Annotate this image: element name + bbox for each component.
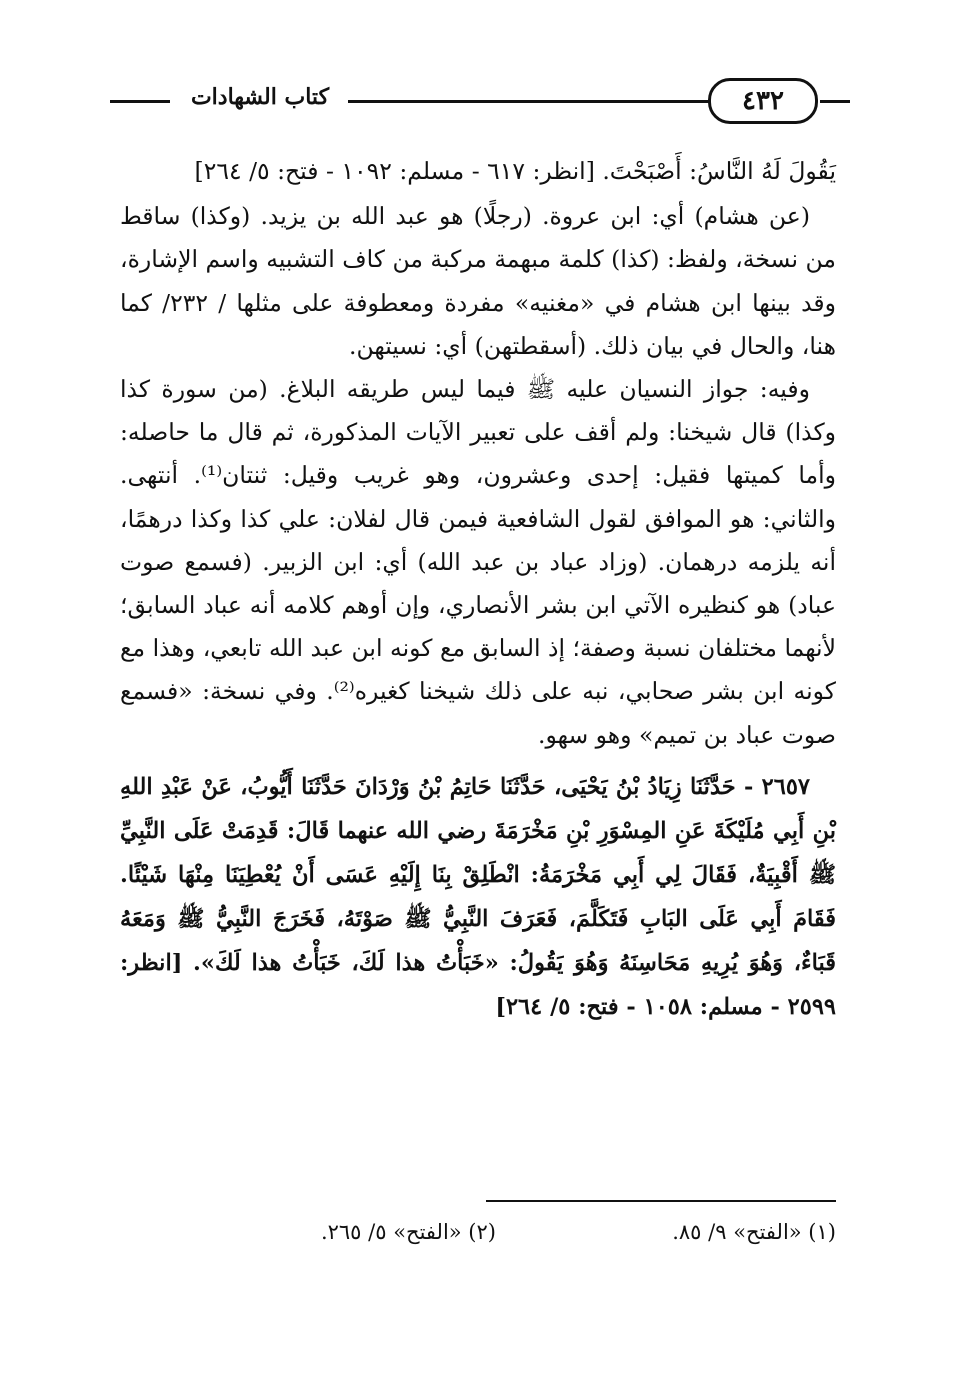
paragraph-commentary-2: وفيه: جواز النسيان عليه ﷺ فيما ليس طريقه البلاغ. (من سورة كذا وكذا) قال شيخنا: ولم أقف على تعبير الآيات المذكورة، ثم قال ما حاصله: وأما كميتها فقيل: إحدى وعشرون، وهو غريب وقيل: ثنتان⁽¹⁾. أنتهى. والثاني: هو الموافق لقول الشافعية فيمن قال لفلان: علي كذا وكذا درهمًا، أنه يلزمه درهمان. (وزاد عباد بن عبد الله) أي: ابن الزبير. (فسمع صوت عباد) هو كنظيره الآتي ابن بشر الأنصاري، وإن أوهم كلامه أنه عباد السابق؛ لأنهما مختلفان نسبة وصفة؛ إذ السابق مع كونه ابن عبد الله تابعي، وهذا مع كونه ابن بشر صحابي، نبه على ذلك شيخنا كغيره⁽²⁾. وفي نسخة: «فسمع صوت عباد بن تميم» وهو سهو. [120, 375, 837, 749]
book-title: كتاب الشهادات [190, 84, 330, 110]
header-rule-right [820, 100, 850, 103]
footnote-2: (٢) «الفتح» ٥/ ٢٦٥. [320, 1220, 496, 1244]
page-header [110, 78, 850, 128]
paragraph-commentary-1: (عن هشام) أي: ابن عروة. (رجلًا) هو عبد الله بن يزيد. (وكذا) ساقط من نسخة، ولفظ: (كذا) كلمة مبهمة مركبة من كاف التشبيه واسم الإشارة، وقد بينها ابن هشام في «مغنيه» مفردة ومعطوفة على مثلها / ٢٣٢/ كما هنا، والحال في بيان ذلك. (أسقطتهن) أي: نسيتهن. [120, 202, 836, 360]
page-number: ٤٣٢ [708, 78, 818, 124]
header-rule-left [110, 100, 170, 103]
main-text [120, 150, 836, 1029]
footnote-1: (١) «الفتح» ٩/ ٨٥. [672, 1220, 836, 1244]
footnotes [250, 1212, 836, 1252]
paragraph-hadith-end: يَقُولَ لَهُ النَّاسُ: أَصْبَحْتَ. [انظر: ٦١٧ - مسلم: ١٠٩٢ - فتح: ٥/ ٢٦٤] [194, 157, 836, 185]
paragraph-hadith-2657: ٢٦٥٧ - حَدَّثَنَا زِيَادُ بْنُ يَحْيَى، حَدَّثَنَا حَاتِمُ بْنُ وَرْدَانَ حَدَّثَنَا أَيُّوبُ، عَنْ عَبْدِ اللهِ بْنِ أَبِي مُلَيْكَةَ عَنِ المِسْوَرِ بْنِ مَخْرَمَةَ رضي الله عنهما قَالَ: قَدِمَتْ عَلَى النَّبِيِّ ﷺ أَقْبِيَةٌ، فَقَالَ لِي أَبِي مَخْرَمَةُ: انْطَلِقْ بِنَا إِلَيْهِ عَسَى أَنْ يُعْطِيَنَا مِنْهَا شَيْئًا. فَقَامَ أَبِي عَلَى البَابِ فَتَكَلَّمَ، فَعَرَفَ النَّبِيُّ ﷺ صَوْتَهُ، فَخَرَجَ النَّبِيُّ ﷺ وَمَعَهُ قَبَاءٌ، وَهُوَ يُرِيهِ مَحَاسِنَهُ وَهُوَ يَقُولُ: «خَبَأْتُ هذا لَكَ، خَبَأْتُ هذا لَكَ». [انظر: ٢٥٩٩ - مسلم: ١٠٥٨ - فتح: ٥/ ٢٦٤] [120, 773, 836, 1020]
footnote-separator [486, 1200, 836, 1202]
